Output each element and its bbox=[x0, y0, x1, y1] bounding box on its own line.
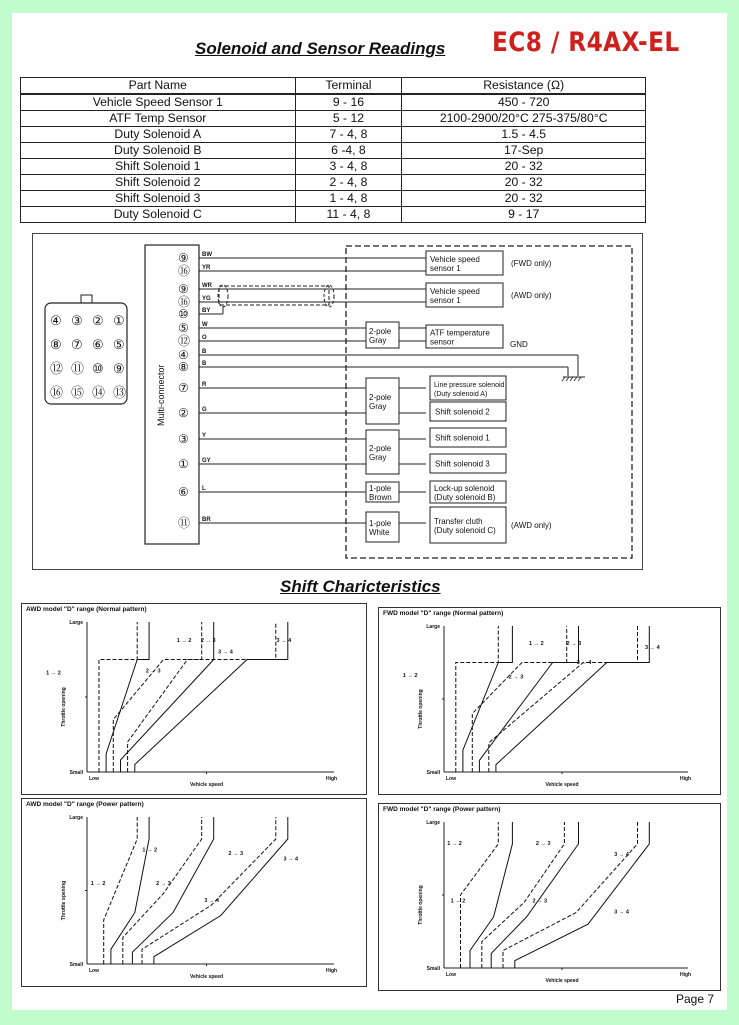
table-row bbox=[21, 159, 646, 175]
y-tick-label: Small bbox=[69, 962, 83, 968]
pin-number: ⑦ bbox=[178, 381, 189, 395]
table-header-row bbox=[21, 78, 646, 95]
resistance-cell: 20 - 32 bbox=[402, 191, 646, 207]
wire-color-label: L bbox=[202, 486, 206, 492]
resistance-cell: 2100-2900/20°C 275-375/80°C bbox=[402, 111, 646, 127]
terminal-cell: 1 - 4, 8 bbox=[295, 191, 402, 207]
shift-line bbox=[456, 626, 499, 772]
pin-number: ⑩ bbox=[178, 307, 189, 321]
connector-pin: ⑤ bbox=[113, 337, 125, 352]
x-axis-label: Vehicle speed bbox=[189, 782, 224, 788]
resistance-cell: 1.5 - 4.5 bbox=[402, 127, 646, 143]
y-tick-label: Small bbox=[426, 770, 440, 776]
connector-latch bbox=[81, 295, 92, 303]
connector-pin: ⑦ bbox=[71, 337, 83, 352]
chart-title: FWD model "D" range (Normal pattern) bbox=[383, 610, 504, 617]
connector-pin: ⑭ bbox=[92, 385, 106, 400]
shift-label: 2 → 3 bbox=[228, 851, 244, 858]
shift-label: 1 → 2 bbox=[46, 670, 61, 677]
connector-pin: ⑮ bbox=[71, 385, 85, 400]
y-tick-label: Large bbox=[426, 624, 440, 630]
terminal-cell: 2 - 4, 8 bbox=[295, 175, 402, 191]
y-tick-label: Large bbox=[426, 820, 440, 826]
shift-line bbox=[135, 622, 288, 772]
y-axis-label: Throttle opening bbox=[418, 689, 424, 729]
shift-label: 3 → 4 bbox=[614, 909, 629, 916]
connector-pin: ④ bbox=[50, 313, 62, 328]
inline-connector-label: 2-pole bbox=[369, 444, 392, 453]
shift-label: 3 → 4 bbox=[644, 644, 660, 651]
shift-line bbox=[496, 626, 649, 772]
chart-title: AWD model "D" range (Power pattern) bbox=[26, 801, 144, 808]
inline-connector-label: Gray bbox=[369, 402, 387, 411]
part-name-cell: Duty Solenoid A bbox=[21, 127, 296, 143]
pin-number: ⑯ bbox=[178, 264, 191, 278]
y-tick-label: Small bbox=[69, 770, 83, 776]
shift-line bbox=[461, 822, 499, 968]
shift-line bbox=[104, 817, 138, 964]
component-label: Line pressure solenoid bbox=[434, 382, 505, 389]
x-axis-label: Vehicle speed bbox=[545, 978, 579, 984]
chart-svg bbox=[379, 804, 720, 990]
wire-color-label: BR bbox=[202, 517, 211, 523]
pin-number: ⑥ bbox=[178, 485, 189, 499]
wiring-diagram bbox=[32, 233, 643, 570]
table-row bbox=[21, 127, 646, 143]
shift-line bbox=[491, 822, 578, 968]
shift-label: 2 → 3 bbox=[145, 668, 161, 675]
shift-line bbox=[479, 626, 578, 772]
component-label: sensor bbox=[430, 337, 455, 347]
resistance-cell: 450 - 720 bbox=[402, 94, 646, 111]
shift-line bbox=[154, 817, 288, 964]
component-label: Shift solenoid 1 bbox=[435, 433, 490, 443]
y-axis-label: Throttle opening bbox=[61, 687, 67, 727]
terminal-cell: 3 - 4, 8 bbox=[295, 159, 402, 175]
component-label: sensor 1 bbox=[430, 264, 461, 273]
component-label: Lock-up solenoid bbox=[434, 484, 495, 493]
resistance-cell: 17-Sep bbox=[402, 143, 646, 159]
shift-line bbox=[106, 622, 149, 772]
connector-pin: ⑯ bbox=[50, 385, 64, 400]
pin-number: ⑫ bbox=[178, 334, 191, 348]
part-name-cell: Shift Solenoid 2 bbox=[21, 175, 296, 191]
component-label: Transfer cluth bbox=[434, 517, 483, 526]
x-tick-label: High bbox=[326, 776, 338, 782]
pin-number: ④ bbox=[178, 348, 189, 362]
terminal-cell: 9 - 16 bbox=[295, 94, 402, 111]
shift-line bbox=[503, 822, 638, 968]
header-resistance: Resistance (Ω) bbox=[402, 78, 646, 95]
y-tick-label: Large bbox=[69, 620, 83, 626]
part-name-cell: Shift Solenoid 1 bbox=[21, 159, 296, 175]
component-label: ATF temperature bbox=[430, 328, 490, 338]
y-tick-label: Large bbox=[69, 815, 83, 821]
x-tick-label: High bbox=[326, 968, 338, 974]
terminal-cell: 5 - 12 bbox=[295, 111, 402, 127]
connector-pin: ⑬ bbox=[113, 385, 127, 400]
part-name-cell: Duty Solenoid C bbox=[21, 207, 296, 223]
ground-hatch bbox=[578, 377, 581, 381]
ground-hatch bbox=[562, 377, 565, 381]
ground-hatch bbox=[566, 377, 569, 381]
wire-color-label: G bbox=[202, 407, 207, 413]
ground-hatch bbox=[570, 377, 573, 381]
table-row bbox=[21, 143, 646, 159]
component-note: (AWD only) bbox=[511, 521, 552, 530]
component-label: Vehicle speed bbox=[430, 255, 480, 264]
pin-number: ⑯ bbox=[178, 295, 191, 309]
shift-label: 2 → 3 bbox=[535, 840, 551, 847]
component-label: sensor 1 bbox=[430, 296, 461, 305]
shift-label: 1 → 2 bbox=[142, 847, 158, 854]
shift-label: 1 → 2 bbox=[450, 898, 466, 905]
table-row bbox=[21, 94, 646, 111]
inline-connector-label: 2-pole bbox=[369, 327, 392, 336]
component-note: (AWD only) bbox=[511, 291, 552, 300]
inline-connector-label: White bbox=[369, 528, 390, 537]
pin-number: ③ bbox=[178, 432, 189, 446]
wire-color-label: W bbox=[202, 322, 208, 328]
shift-label: 3 → 4 bbox=[218, 649, 233, 656]
shift-label: 2 → 3 bbox=[200, 638, 216, 644]
wire-color-label: B bbox=[202, 349, 207, 355]
shift-section-title: Shift Charicteristics bbox=[280, 577, 441, 596]
pin-number: ⑨ bbox=[178, 282, 189, 296]
shift-label: 2 → 3 bbox=[508, 674, 524, 681]
wire-color-label: B bbox=[202, 361, 207, 367]
chart-svg bbox=[379, 608, 720, 794]
shift-line bbox=[142, 817, 276, 964]
shift-line bbox=[123, 817, 202, 964]
shift-label: 1 → 2 bbox=[90, 881, 106, 888]
inline-connector-label: 1-pole bbox=[369, 484, 392, 493]
table-row bbox=[21, 191, 646, 207]
shift-label: 3 → 4 bbox=[614, 852, 629, 859]
connector-pin: ① bbox=[113, 313, 125, 328]
shift-label: 3 → 4 bbox=[204, 897, 220, 904]
connector-pin: ⑩ bbox=[92, 361, 104, 376]
x-tick-label: Low bbox=[446, 776, 456, 782]
header-part-name: Part Name bbox=[21, 78, 296, 95]
multi-connector-box bbox=[145, 245, 199, 544]
pin-number: ⑨ bbox=[178, 251, 189, 265]
resistance-cell: 9 - 17 bbox=[402, 207, 646, 223]
component-label: (Duty solenoid A) bbox=[434, 391, 488, 398]
connector-pin: ⑨ bbox=[113, 361, 125, 376]
shift-line bbox=[99, 622, 137, 772]
wire-color-label: GY bbox=[202, 458, 211, 464]
component-label: Vehicle speed bbox=[430, 287, 480, 296]
x-tick-label: High bbox=[680, 776, 692, 782]
connector-pin: ② bbox=[92, 313, 104, 328]
multi-connector-label: Multi-connector bbox=[156, 364, 166, 426]
wire-color-label: BW bbox=[202, 252, 212, 258]
shift-label: 2 → 3 bbox=[566, 641, 582, 648]
wire-color-label: WR bbox=[202, 283, 212, 289]
component-label: Shift solenoid 2 bbox=[435, 407, 490, 417]
connector-pin: ⑧ bbox=[50, 337, 62, 352]
chart-svg bbox=[22, 604, 366, 794]
wire-color-label: YG bbox=[202, 296, 211, 302]
y-axis-label: Throttle opening bbox=[61, 880, 67, 921]
component-label: Shift solenoid 3 bbox=[435, 459, 490, 469]
shift-label: 2 → 3 bbox=[532, 898, 548, 905]
inline-connector-label: Gray bbox=[369, 453, 387, 462]
resistance-cell: 20 - 32 bbox=[402, 175, 646, 191]
x-tick-label: High bbox=[680, 972, 692, 978]
shift-label: 3 → 4 bbox=[276, 638, 292, 644]
shift-line bbox=[113, 622, 201, 772]
pin-number: ① bbox=[178, 457, 189, 471]
shift-label: 1 → 2 bbox=[529, 641, 544, 648]
part-name-cell: Shift Solenoid 3 bbox=[21, 191, 296, 207]
table-row bbox=[21, 175, 646, 191]
shift-label: 3 → 4 bbox=[283, 856, 299, 863]
inline-connector-label: Gray bbox=[369, 336, 387, 345]
terminal-cell: 7 - 4, 8 bbox=[295, 127, 402, 143]
y-tick-label: Small bbox=[426, 966, 440, 972]
chart-fwd-normal bbox=[378, 607, 721, 795]
chart-title: AWD model "D" range (Normal pattern) bbox=[26, 606, 147, 613]
shift-line bbox=[470, 822, 512, 968]
chart-awd-normal bbox=[21, 603, 367, 795]
chart-svg bbox=[22, 799, 366, 986]
component-label: (Duty solenoid C) bbox=[434, 526, 496, 535]
pin-number: ⑧ bbox=[178, 360, 189, 374]
part-name-cell: Vehicle Speed Sensor 1 bbox=[21, 94, 296, 111]
wiring-svg bbox=[33, 234, 642, 569]
shift-line bbox=[121, 622, 214, 772]
x-tick-label: Low bbox=[89, 968, 99, 974]
shift-label: 1 → 2 bbox=[447, 840, 462, 847]
y-axis-label: Throttle opening bbox=[418, 885, 424, 925]
wire-color-label: YR bbox=[202, 265, 211, 271]
resistance-cell: 20 - 32 bbox=[402, 159, 646, 175]
wire-color-label: BY bbox=[202, 308, 211, 314]
connector-pin: ⑪ bbox=[71, 361, 85, 376]
page-number: Page 7 bbox=[676, 992, 715, 1006]
x-axis-label: Vehicle speed bbox=[545, 782, 579, 788]
inline-connector-label: Brown bbox=[369, 493, 392, 502]
inline-connector-label: 1-pole bbox=[369, 519, 392, 528]
wire-color-label: R bbox=[202, 382, 207, 388]
table-row bbox=[21, 207, 646, 223]
pin-number: ② bbox=[178, 406, 189, 420]
connector-pin: ⑥ bbox=[92, 337, 104, 352]
connector-pin: ⑫ bbox=[50, 361, 64, 376]
model-label: EC8 / R4AX-EL bbox=[492, 27, 680, 58]
pin-number: ⑤ bbox=[178, 321, 189, 335]
chart-title: FWD model "D" range (Power pattern) bbox=[383, 806, 501, 813]
page-title: Solenoid and Sensor Readings bbox=[195, 39, 446, 58]
readings-table bbox=[20, 77, 646, 223]
part-name-cell: Duty Solenoid B bbox=[21, 143, 296, 159]
x-axis-label: Vehicle speed bbox=[189, 974, 224, 980]
component-label: (Duty solenoid B) bbox=[434, 493, 496, 502]
x-tick-label: Low bbox=[89, 776, 99, 782]
shift-label: 1 → 2 bbox=[402, 672, 418, 679]
header-terminal: Terminal bbox=[295, 78, 402, 95]
component-note: GND bbox=[510, 340, 528, 349]
inline-connector-label: 2-pole bbox=[369, 393, 392, 402]
shift-label: 2 → 3 bbox=[156, 881, 171, 888]
shift-label: 1 → 2 bbox=[176, 638, 192, 644]
part-name-cell: ATF Temp Sensor bbox=[21, 111, 296, 127]
x-tick-label: Low bbox=[446, 972, 456, 978]
shift-label: 3 → 4 bbox=[576, 659, 592, 666]
ground-hatch bbox=[574, 377, 577, 381]
wire-color-label: Y bbox=[202, 433, 207, 439]
connector-pin: ③ bbox=[71, 313, 83, 328]
wire-color-label: O bbox=[202, 335, 207, 341]
terminal-cell: 6 -4, 8 bbox=[295, 143, 402, 159]
terminal-cell: 11 - 4, 8 bbox=[295, 207, 402, 223]
shift-line bbox=[482, 822, 565, 968]
chart-fwd-power bbox=[378, 803, 721, 991]
chart-awd-power bbox=[21, 798, 367, 987]
pin-number: ⑪ bbox=[178, 516, 191, 530]
table-row bbox=[21, 111, 646, 127]
component-note: (FWD only) bbox=[511, 259, 552, 268]
